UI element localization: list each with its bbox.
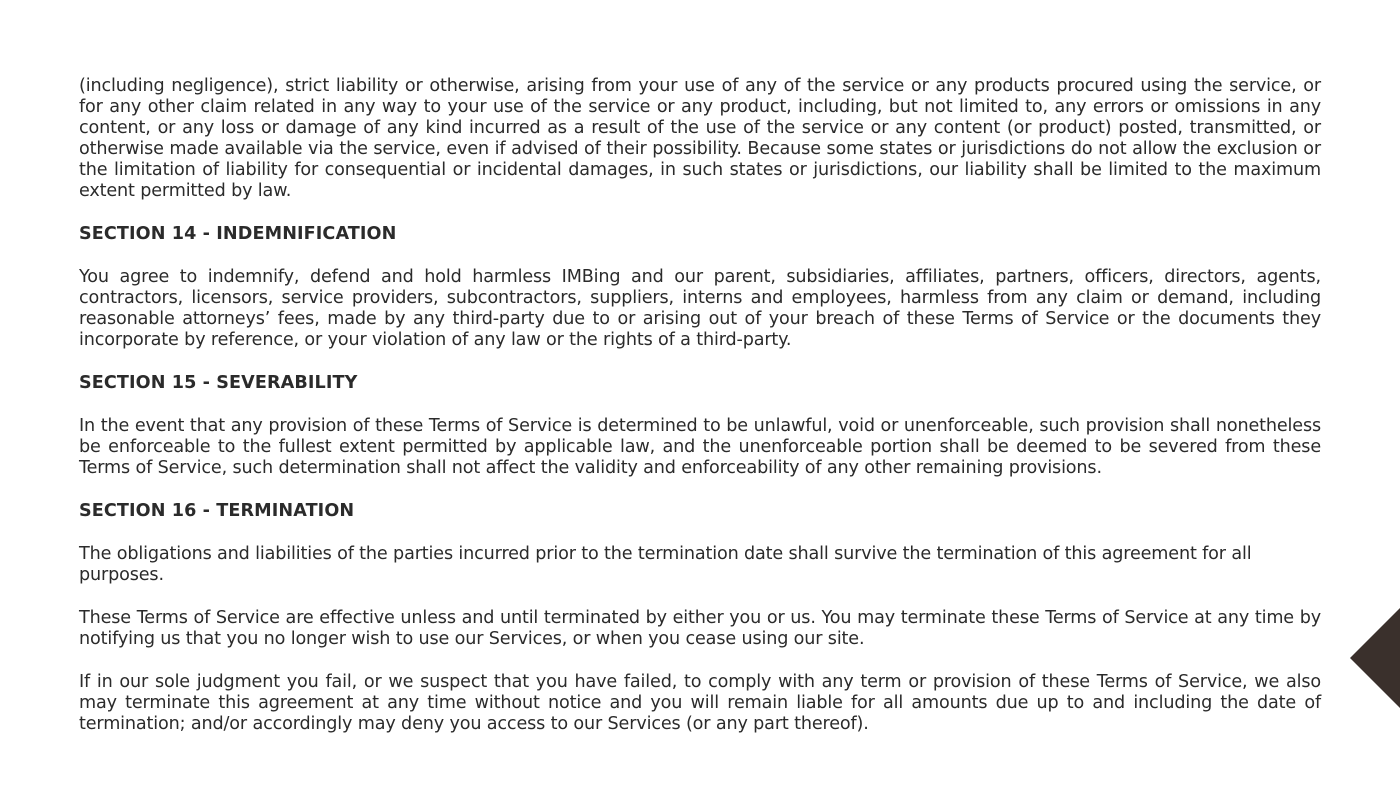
indemnification-paragraph: You agree to indemnify, defend and hold harmless IMBing and our parent, subsidiaries, affiliates, partners, officers, directors, agents, contractors, licensors, service providers, subcontractors, suppliers, interns and employees, harmless from any claim or demand, including reasonable attorneys’ fees, made by any third-party due to or arising out of your breach of these Terms of Service or the documents they incorporate by reference, or your violation of any law or the rights of a third-party.: [79, 267, 1321, 350]
page-corner-tab[interactable]: [1350, 608, 1400, 708]
section-16-heading: SECTION 16 - TERMINATION: [79, 501, 355, 521]
section-15-heading: SECTION 15 - SEVERABILITY: [79, 373, 358, 393]
severability-paragraph: In the event that any provision of these Terms of Service is determined to be unlawful, void or unenforceable, such provision shall nonetheless be enforceable to the fullest extent permitted by applicable law, and the unenforceable portion shall be deemed to be severed from these Terms of Service, such determination shall not affect the validity and enforceability of any other remaining provisions.: [79, 416, 1321, 478]
liability-paragraph: (including negligence), strict liability or otherwise, arising from your use of any of the service or any products procured using the service, or for any other claim related in any way to your use of the service or any product, including, but not limited to, any errors or omissions in any content, or any loss or damage of any kind incurred as a result of the use of the service or any content (or product) posted, transmitted, or otherwise made available via the service, even if advised of their possibility. Because some states or jurisdictions do not allow the exclusion or the limitation of liability for consequential or incidental damages, in such states or jurisdictions, our liability shall be limited to the maximum extent permitted by law.: [79, 76, 1321, 201]
termination-obligations-paragraph: The obligations and liabilities of the parties incurred prior to the termination date shall survive the termination of this agreement for all purposes.: [79, 544, 1252, 585]
termination-effective-paragraph: These Terms of Service are effective unless and until terminated by either you or us. You may terminate these Terms of Service at any time by notifying us that you no longer wish to use our Services, or when you cease using our site.: [79, 608, 1321, 649]
terms-document: [79, 76, 1321, 735]
section-14-heading: SECTION 14 - INDEMNIFICATION: [79, 224, 397, 244]
termination-judgment-paragraph: If in our sole judgment you fail, or we suspect that you have failed, to comply with any term or provision of these Terms of Service, we also may terminate this agreement at any time without notice and you will remain liable for all amounts due up to and including the date of termination; and/or accordingly may deny you access to our Services (or any part thereof).: [79, 672, 1321, 734]
